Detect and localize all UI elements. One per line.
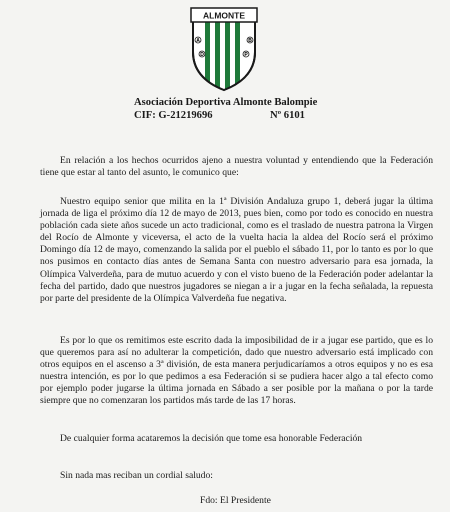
- crest-stripe: [225, 22, 230, 92]
- paragraph-context: Nuestro equipo senior que milita en la 1ª División Andaluza grupo 1, deberá jugar la última jornada de liga el próximo día 12 de mayo de 2013, pues bien, como por todo es conocido en nuestra población cada siete años sucede un acto tradicional, como es el traslado de nuestra patrona la Virgen del Rocío de Almonte y viceversa, el acto de la vuelta hacia la aldea del Rocío será el próximo Domingo día 12 de mayo, comenzando la salida por el pueblo el sábado 11, por lo tanto es por lo que nos pusimos en contacto días antes de Semana Santa con nuestro adversario para esa jornada, la Olímpica Valverdeña, para de mutuo acuerdo y con el visto bueno de la Federación poder adelantar la fecha del partido, dado que nuestros jugadores se niegan a ir a jugar en la fecha señalada, la repuesta por parte del presidente de la Olímpica Valverdeña fue negativa.: [40, 196, 433, 304]
- letterhead: [134, 96, 374, 122]
- closing-salutation: Sin nada mas reciban un cordial saludo:: [60, 470, 213, 481]
- crest-stripe: [210, 22, 215, 92]
- crest-stripe: [215, 22, 220, 92]
- crest-initial-a: A: [196, 38, 200, 45]
- crest-initial-d: D: [200, 52, 204, 59]
- crest-name: ALMONTE: [202, 10, 246, 21]
- cif-number: CIF: G-21219696: [134, 110, 213, 121]
- club-crest-logo: [187, 4, 261, 92]
- org-name: Asociación Deportiva Almonte Balompie: [134, 97, 318, 108]
- crest-initial-p: P: [244, 52, 248, 59]
- crest-stripe: [230, 22, 235, 92]
- paragraph-request: Es por lo que os remitimos este escrito dada la imposibilidad de ir a jugar ese partido, que es lo que queremos para así no adulterar la competición, dado que nuestro adversario está implicado con otros equipos en el ascenso a 3ª división, de esta manera perjudicaríamos a otros equipos y no es esa nuestra intención, es por lo que pedimos a esa Federación si se pudiera hacer algo a tal efecto como por ejemplo poder jugarse la última jornada en Sábado a ser posible por la mañana o por la tarde siempre que no comenzaran los partidos más tarde de las 17 horas.: [40, 335, 433, 407]
- cif-line: [134, 109, 374, 122]
- crest-initial-b: B: [248, 38, 252, 45]
- closing-statement: De cualquier forma acataremos la decisión que tome esa honorable Federación: [60, 433, 363, 444]
- crest-stripe: [220, 22, 225, 92]
- signature-line: Fdo: El Presidente: [200, 495, 271, 506]
- paragraph-intro: En relación a los hechos ocurridos ajeno a nuestra voluntad y entendiendo que la Federación tiene que estar al tanto del asunto, le comunico que:: [40, 155, 433, 179]
- shield-icon: [187, 4, 261, 92]
- registry-number: Nº 6101: [270, 110, 305, 121]
